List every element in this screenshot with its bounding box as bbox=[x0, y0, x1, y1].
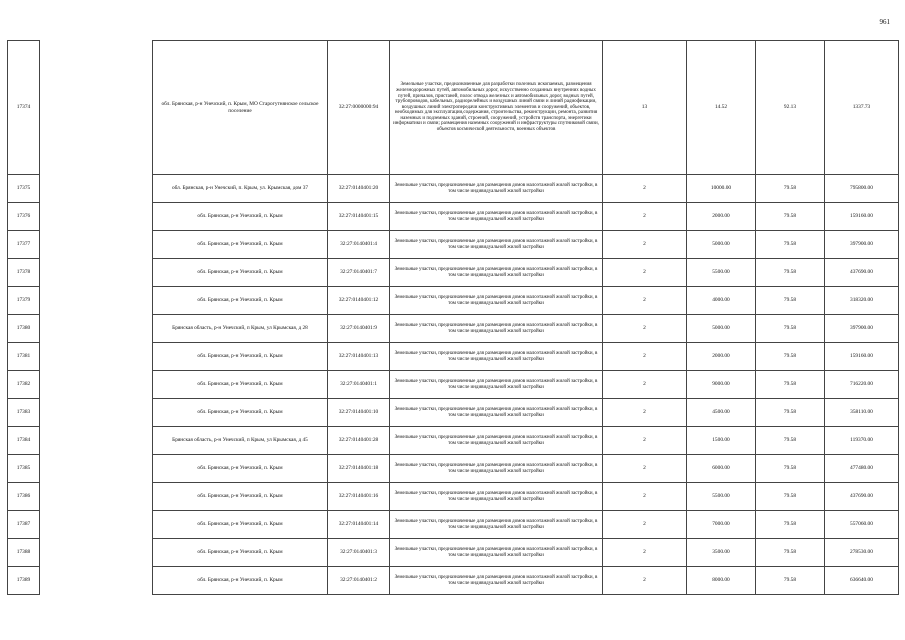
row-id-cell: 17376 bbox=[8, 203, 40, 231]
land-purpose-cell: Земельные участки, предназначенные для размещения домов малоэтажной жилой застройки, в том числе индивидуальной жилой застройки bbox=[390, 427, 603, 455]
land-purpose-cell: Земельные участки, предназначенные для размещения домов малоэтажной жилой застройки, в том числе индивидуальной жилой застройки bbox=[390, 371, 603, 399]
land-purpose-cell: Земельные участки, предназначенные для размещения домов малоэтажной жилой застройки, в том числе индивидуальной жилой застройки bbox=[390, 343, 603, 371]
area-cell: 9000.00 bbox=[687, 371, 756, 399]
address-cell: обл. Брянская, р-н Унечский, п. Крым bbox=[153, 259, 328, 287]
purpose-code-cell: 2 bbox=[603, 511, 687, 539]
area-cell: 5000.00 bbox=[687, 315, 756, 343]
purpose-code-cell: 2 bbox=[603, 455, 687, 483]
table-row bbox=[8, 343, 899, 371]
cadastral-number-cell: 32:27:0000000:94 bbox=[328, 41, 390, 175]
land-purpose-cell: Земельные участки, предназначенные для размещения домов малоэтажной жилой застройки, в том числе индивидуальной жилой застройки bbox=[390, 231, 603, 259]
purpose-code-cell: 2 bbox=[603, 567, 687, 595]
cadastral-value-cell: 159160.00 bbox=[825, 343, 899, 371]
area-cell: 4500.00 bbox=[687, 399, 756, 427]
cadastral-value-cell: 477480.00 bbox=[825, 455, 899, 483]
cadastral-value-cell: 437690.00 bbox=[825, 483, 899, 511]
rate-cell: 79.58 bbox=[756, 483, 825, 511]
rate-cell: 79.58 bbox=[756, 511, 825, 539]
cadastral-number-cell: 32:27:0140401:10 bbox=[328, 399, 390, 427]
rate-cell: 79.58 bbox=[756, 343, 825, 371]
address-cell: Брянская область, р-н Унечский, п Крым, ул Крымская, д 45 bbox=[153, 427, 328, 455]
land-purpose-cell: Земельные участки, предназначенные для размещения домов малоэтажной жилой застройки, в том числе индивидуальной жилой застройки bbox=[390, 483, 603, 511]
rate-cell: 79.58 bbox=[756, 427, 825, 455]
row-id-cell: 17375 bbox=[8, 175, 40, 203]
cadastral-number-cell: 32:27:0140401:28 bbox=[328, 427, 390, 455]
table-row bbox=[8, 399, 899, 427]
cadastral-value-cell: 716220.00 bbox=[825, 371, 899, 399]
rate-cell: 79.58 bbox=[756, 287, 825, 315]
table-row bbox=[8, 203, 899, 231]
row-id-cell: 17388 bbox=[8, 539, 40, 567]
address-cell: обл. Брянская, р-н Унечский, п. Крым, ул. Крымская, дом 37 bbox=[153, 175, 328, 203]
rate-cell: 79.58 bbox=[756, 175, 825, 203]
area-cell: 2000.00 bbox=[687, 203, 756, 231]
blank-cell bbox=[40, 539, 153, 567]
cadastral-number-cell: 32:27:0140401:15 bbox=[328, 203, 390, 231]
table-row bbox=[8, 287, 899, 315]
cadastral-value-cell: 1337.73 bbox=[825, 41, 899, 175]
area-cell: 6000.00 bbox=[687, 455, 756, 483]
purpose-code-cell: 2 bbox=[603, 203, 687, 231]
purpose-code-cell: 2 bbox=[603, 287, 687, 315]
rate-cell: 79.58 bbox=[756, 567, 825, 595]
area-cell: 4000.00 bbox=[687, 287, 756, 315]
blank-cell bbox=[40, 371, 153, 399]
purpose-code-cell: 2 bbox=[603, 539, 687, 567]
table-row bbox=[8, 567, 899, 595]
blank-cell bbox=[40, 343, 153, 371]
rate-cell: 92.13 bbox=[756, 41, 825, 175]
cadastral-value-cell: 437690.00 bbox=[825, 259, 899, 287]
cadastral-value-cell: 119370.00 bbox=[825, 427, 899, 455]
table-row bbox=[8, 231, 899, 259]
blank-cell bbox=[40, 483, 153, 511]
rate-cell: 79.58 bbox=[756, 399, 825, 427]
land-purpose-cell: Земельные участки, предназначенные для размещения домов малоэтажной жилой застройки, в том числе индивидуальной жилой застройки bbox=[390, 399, 603, 427]
address-cell: обл. Брянская, р-н Унечский, п. Крым bbox=[153, 483, 328, 511]
blank-cell bbox=[40, 175, 153, 203]
row-id-cell: 17377 bbox=[8, 231, 40, 259]
area-cell: 14.52 bbox=[687, 41, 756, 175]
row-id-cell: 17389 bbox=[8, 567, 40, 595]
cadastral-number-cell: 32:27:0140401:4 bbox=[328, 231, 390, 259]
rate-cell: 79.58 bbox=[756, 455, 825, 483]
cadastral-number-cell: 32:27:0140401:9 bbox=[328, 315, 390, 343]
purpose-code-cell: 2 bbox=[603, 371, 687, 399]
blank-cell bbox=[40, 455, 153, 483]
purpose-code-cell: 2 bbox=[603, 343, 687, 371]
area-cell: 5500.00 bbox=[687, 483, 756, 511]
cadastral-value-cell: 397900.00 bbox=[825, 231, 899, 259]
land-purpose-cell: Земельные участки, предназначенные для разработки полезных ископаемых, размещения железнодорожных путей, автомобильных дорог, искусственно созданных внутренних водных путей, причалов, пристаней, полос отвода железных и автомобильных дорог, водных путей, трубопроводов, кабельных, радиорелейных и воздушных линий связи и линий радиофикации, воздушных линий электропередачи конструктивных элементов и сооружений, объектов, необходимых для эксплуатации,содержания, строительства, реконструкции, ремонта, развития наземных и подземных зданий, строений, сооружений, устройств транспорта, энергетики информатики и связи; размещения наземных сооружений и инфраструктуры спутниковой связи, объектов космической деятельности, военных объектов bbox=[390, 41, 603, 175]
row-id-cell: 17382 bbox=[8, 371, 40, 399]
land-purpose-cell: Земельные участки, предназначенные для размещения домов малоэтажной жилой застройки, в том числе индивидуальной жилой застройки bbox=[390, 175, 603, 203]
row-id-cell: 17374 bbox=[8, 41, 40, 175]
blank-cell bbox=[40, 567, 153, 595]
address-cell: обл. Брянская, р-н Унечский, п. Крым bbox=[153, 287, 328, 315]
address-cell: обл. Брянская, р-н Унечский, п. Крым bbox=[153, 231, 328, 259]
table-row bbox=[8, 483, 899, 511]
purpose-code-cell: 2 bbox=[603, 483, 687, 511]
cadastral-value-cell: 318320.00 bbox=[825, 287, 899, 315]
area-cell: 1500.00 bbox=[687, 427, 756, 455]
cadastral-number-cell: 32:27:0140401:18 bbox=[328, 455, 390, 483]
land-purpose-cell: Земельные участки, предназначенные для размещения домов малоэтажной жилой застройки, в том числе индивидуальной жилой застройки bbox=[390, 315, 603, 343]
address-cell: обл. Брянская, р-н Унечский, п. Крым bbox=[153, 399, 328, 427]
table-body bbox=[8, 41, 899, 595]
cadastral-number-cell: 32:27:0140401:12 bbox=[328, 287, 390, 315]
area-cell: 2000.00 bbox=[687, 343, 756, 371]
cadastral-value-cell: 278530.00 bbox=[825, 539, 899, 567]
cadastral-number-cell: 32:27:0140401:13 bbox=[328, 343, 390, 371]
rate-cell: 79.58 bbox=[756, 259, 825, 287]
address-cell: обл. Брянская, р-н Унечский, п. Крым bbox=[153, 511, 328, 539]
area-cell: 10000.00 bbox=[687, 175, 756, 203]
cadastral-number-cell: 32:27:0140401:1 bbox=[328, 371, 390, 399]
land-purpose-cell: Земельные участки, предназначенные для размещения домов малоэтажной жилой застройки, в том числе индивидуальной жилой застройки bbox=[390, 455, 603, 483]
table-row bbox=[8, 41, 899, 175]
blank-cell bbox=[40, 315, 153, 343]
area-cell: 5500.00 bbox=[687, 259, 756, 287]
cadastral-number-cell: 32:27:0140401:14 bbox=[328, 511, 390, 539]
row-id-cell: 17379 bbox=[8, 287, 40, 315]
address-cell: обл. Брянская, р-н Унечский, п. Крым, МО Старогутнянское сельское поселение bbox=[153, 41, 328, 175]
rate-cell: 79.58 bbox=[756, 371, 825, 399]
land-purpose-cell: Земельные участки, предназначенные для размещения домов малоэтажной жилой застройки, в том числе индивидуальной жилой застройки bbox=[390, 203, 603, 231]
cadastral-number-cell: 32:27:0140401:7 bbox=[328, 259, 390, 287]
rate-cell: 79.58 bbox=[756, 539, 825, 567]
table-row bbox=[8, 371, 899, 399]
table-row bbox=[8, 259, 899, 287]
table-row bbox=[8, 427, 899, 455]
row-id-cell: 17384 bbox=[8, 427, 40, 455]
blank-cell bbox=[40, 511, 153, 539]
row-id-cell: 17387 bbox=[8, 511, 40, 539]
blank-cell bbox=[40, 203, 153, 231]
blank-cell bbox=[40, 427, 153, 455]
cadastral-value-cell: 557060.00 bbox=[825, 511, 899, 539]
table-row bbox=[8, 315, 899, 343]
address-cell: обл. Брянская, р-н Унечский, п. Крым bbox=[153, 343, 328, 371]
table-row bbox=[8, 539, 899, 567]
cadastral-number-cell: 32:27:0140401:3 bbox=[328, 539, 390, 567]
rate-cell: 79.58 bbox=[756, 315, 825, 343]
row-id-cell: 17386 bbox=[8, 483, 40, 511]
rate-cell: 79.58 bbox=[756, 231, 825, 259]
land-purpose-cell: Земельные участки, предназначенные для размещения домов малоэтажной жилой застройки, в том числе индивидуальной жилой застройки bbox=[390, 567, 603, 595]
row-id-cell: 17385 bbox=[8, 455, 40, 483]
address-cell: Брянская область, р-н Унечский, п Крым, ул Крымская, д 28 bbox=[153, 315, 328, 343]
land-registry-table bbox=[7, 40, 899, 595]
address-cell: обл. Брянская, р-н Унечский, п. Крым bbox=[153, 455, 328, 483]
blank-cell bbox=[40, 259, 153, 287]
rate-cell: 79.58 bbox=[756, 203, 825, 231]
purpose-code-cell: 13 bbox=[603, 41, 687, 175]
cadastral-number-cell: 32:27:0140401:2 bbox=[328, 567, 390, 595]
cadastral-value-cell: 159160.00 bbox=[825, 203, 899, 231]
row-id-cell: 17383 bbox=[8, 399, 40, 427]
purpose-code-cell: 2 bbox=[603, 175, 687, 203]
address-cell: обл. Брянская, р-н Унечский, п. Крым bbox=[153, 567, 328, 595]
blank-cell bbox=[40, 231, 153, 259]
table-row bbox=[8, 455, 899, 483]
land-purpose-cell: Земельные участки, предназначенные для размещения домов малоэтажной жилой застройки, в том числе индивидуальной жилой застройки bbox=[390, 511, 603, 539]
row-id-cell: 17381 bbox=[8, 343, 40, 371]
purpose-code-cell: 2 bbox=[603, 259, 687, 287]
area-cell: 7000.00 bbox=[687, 511, 756, 539]
land-purpose-cell: Земельные участки, предназначенные для размещения домов малоэтажной жилой застройки, в том числе индивидуальной жилой застройки bbox=[390, 287, 603, 315]
cadastral-number-cell: 32:27:0140401:20 bbox=[328, 175, 390, 203]
address-cell: обл. Брянская, р-н Унечский, п. Крым bbox=[153, 203, 328, 231]
purpose-code-cell: 2 bbox=[603, 427, 687, 455]
cadastral-value-cell: 636640.00 bbox=[825, 567, 899, 595]
address-cell: обл. Брянская, р-н Унечский, п. Крым bbox=[153, 539, 328, 567]
land-purpose-cell: Земельные участки, предназначенные для размещения домов малоэтажной жилой застройки, в том числе индивидуальной жилой застройки bbox=[390, 539, 603, 567]
table-row bbox=[8, 175, 899, 203]
row-id-cell: 17380 bbox=[8, 315, 40, 343]
page-number: 961 bbox=[879, 18, 890, 26]
blank-cell bbox=[40, 287, 153, 315]
blank-cell bbox=[40, 399, 153, 427]
cadastral-value-cell: 397900.00 bbox=[825, 315, 899, 343]
land-purpose-cell: Земельные участки, предназначенные для размещения домов малоэтажной жилой застройки, в том числе индивидуальной жилой застройки bbox=[390, 259, 603, 287]
area-cell: 5000.00 bbox=[687, 231, 756, 259]
address-cell: обл. Брянская, р-н Унечский, п. Крым bbox=[153, 371, 328, 399]
area-cell: 8000.00 bbox=[687, 567, 756, 595]
cadastral-value-cell: 358110.00 bbox=[825, 399, 899, 427]
purpose-code-cell: 2 bbox=[603, 315, 687, 343]
purpose-code-cell: 2 bbox=[603, 399, 687, 427]
purpose-code-cell: 2 bbox=[603, 231, 687, 259]
row-id-cell: 17378 bbox=[8, 259, 40, 287]
area-cell: 3500.00 bbox=[687, 539, 756, 567]
table-row bbox=[8, 511, 899, 539]
blank-cell bbox=[40, 41, 153, 175]
cadastral-value-cell: 795800.00 bbox=[825, 175, 899, 203]
cadastral-number-cell: 32:27:0140401:16 bbox=[328, 483, 390, 511]
